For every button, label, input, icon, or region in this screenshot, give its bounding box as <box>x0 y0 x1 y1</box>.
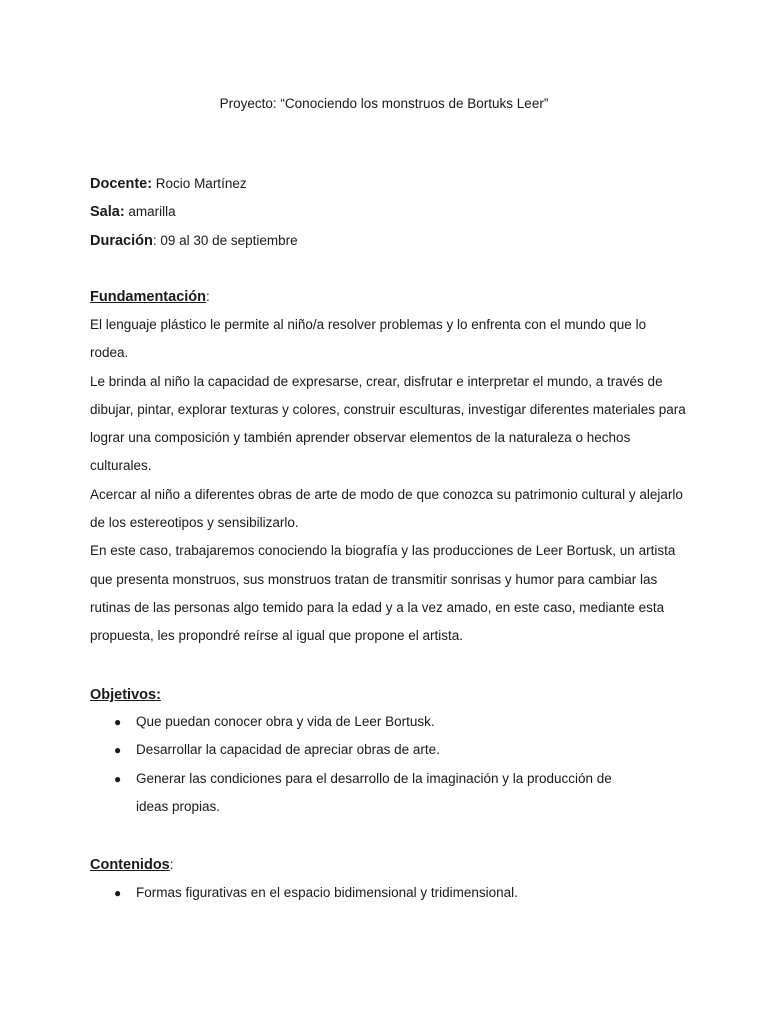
contenidos-heading <box>90 855 174 875</box>
objetivos-list <box>90 708 686 821</box>
list-item-text: Formas figurativas en el espacio bidimensional y tridimensional. <box>136 885 518 900</box>
list-item <box>90 736 686 764</box>
contenidos-heading-suffix: : <box>169 857 174 872</box>
bullet-icon: ● <box>114 715 122 729</box>
docente-label: Docente: <box>90 176 153 192</box>
sala-value: amarilla <box>124 204 176 219</box>
fundamentacion-heading-suffix: : <box>206 289 210 304</box>
fundamentacion-paragraph: Le brinda al niño la capacidad de expresarse, crear, disfrutar e interpretar el mundo, a través de dibujar, pintar, explorar texturas y colores, construir esculturas, investigar diferentes materiales para lograr una composición y también aprender observar elementos de la naturaleza o hechos culturales. <box>90 373 686 474</box>
contenidos-heading-text: Contenidos <box>90 857 170 873</box>
fundamentacion-paragraph: El lenguaje plástico le permite al niño/a resolver problemas y lo enfrenta con el mundo que lo rodea. <box>90 317 647 361</box>
duracion-value: : 09 al 30 de septiembre <box>152 233 298 248</box>
bullet-icon: ● <box>114 886 122 900</box>
list-item-text: Que puedan conocer obra y vida de Leer Bortusk. <box>136 714 435 729</box>
list-item <box>90 879 686 907</box>
sala-label: Sala: <box>90 204 125 220</box>
fundamentacion-body <box>90 311 686 651</box>
list-item-text: Generar las condiciones para el desarrollo de la imaginación y la producción de ideas propias. <box>136 770 612 814</box>
bullet-icon: ● <box>114 743 122 758</box>
document-title: Proyecto: “Conociendo los monstruos de Bortuks Leer” <box>219 96 549 111</box>
field-docente <box>90 174 247 194</box>
list-item <box>90 708 686 736</box>
list-item-text: Desarrollar la capacidad de apreciar obras de arte. <box>136 742 440 758</box>
fundamentacion-heading-text: Fundamentación <box>90 289 207 305</box>
fundamentacion-heading <box>90 287 210 307</box>
fundamentacion-paragraph: Acercar al niño a diferentes obras de arte de modo de que conozca su patrimonio cultural y alejarlo de los estereotipos y sensibilizarlo. <box>90 486 683 531</box>
duracion-label: Duración <box>90 233 153 249</box>
docente-value: Rocio Martínez <box>152 176 247 191</box>
list-item <box>90 765 686 822</box>
fundamentacion-paragraph: En este caso, trabajaremos conociendo la biografía y las producciones de Leer Bortusk, un artista que presenta monstruos, sus monstruos tratan de transmitir sonrisas y humor para cambiar las rutinas de las personas algo temido para la edad y a la vez amado, en este caso, mediante esta propuesta, les propondré reírse al igual que propone el artista. <box>90 543 676 644</box>
field-duracion <box>90 231 298 251</box>
contenidos-list <box>90 879 686 907</box>
field-sala <box>90 202 176 222</box>
objetivos-heading <box>90 685 161 705</box>
objetivos-heading-text: Objetivos: <box>90 687 161 703</box>
bullet-icon: ● <box>114 771 122 786</box>
